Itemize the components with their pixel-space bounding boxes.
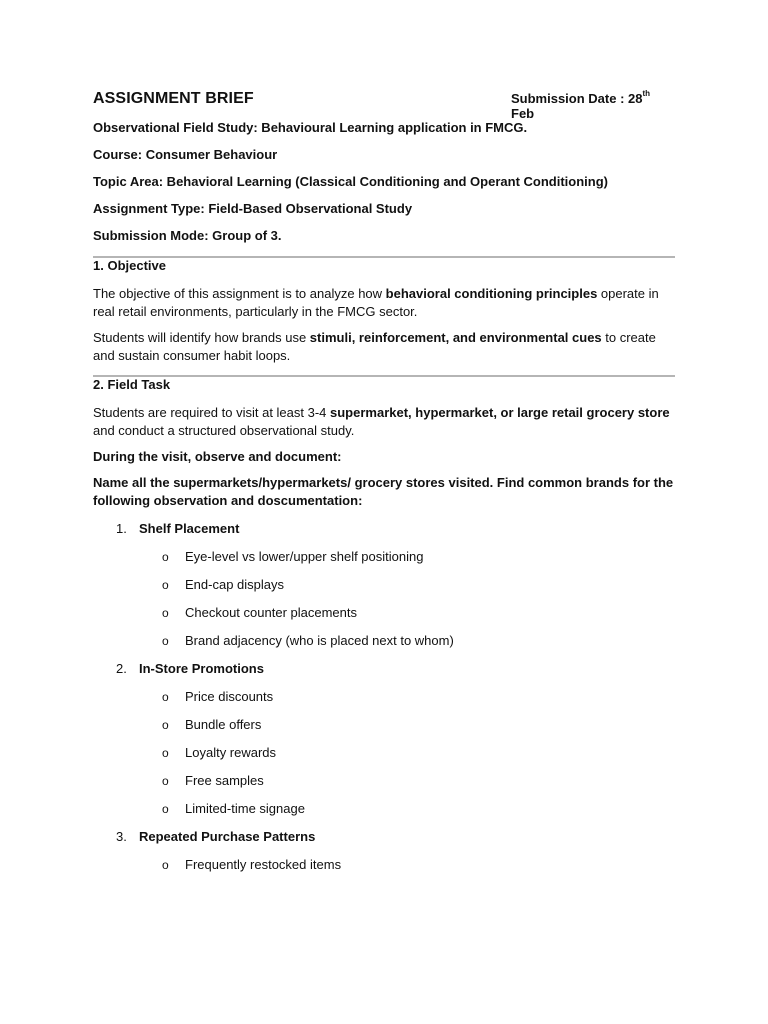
list-item-text: Frequently restocked items	[185, 857, 342, 872]
submission-date-prefix: Submission Date : 28	[511, 91, 643, 106]
document-title: ASSIGNMENT BRIEF	[93, 90, 254, 107]
during-visit-instruction: During the visit, observe and document:	[93, 449, 342, 464]
list-number: 2.	[116, 661, 127, 676]
meta-course: Course: Consumer Behaviour	[93, 147, 278, 162]
observation-item	[93, 828, 675, 874]
observation-item	[93, 520, 675, 650]
bullet-marker: o	[162, 802, 169, 816]
list-item	[93, 688, 675, 706]
observation-item	[93, 660, 675, 818]
section-heading-field-task: 2. Field Task	[93, 377, 171, 392]
bullet-marker: o	[162, 606, 169, 620]
list-item	[93, 632, 675, 650]
observation-heading	[93, 660, 675, 678]
objective-paragraph-1	[93, 285, 675, 321]
observation-label: Shelf Placement	[139, 521, 240, 536]
title-row	[93, 88, 675, 121]
bullet-marker: o	[162, 858, 169, 872]
list-item-text: Price discounts	[185, 689, 274, 704]
list-item	[93, 604, 675, 622]
observation-list	[93, 520, 675, 874]
bullet-marker: o	[162, 634, 169, 648]
sub-list	[93, 856, 675, 874]
name-all-instruction: Name all the supermarkets/hypermarkets/ grocery stores visited. Find common brands for the following observation and doscumentation:	[93, 475, 674, 508]
objective-paragraph-2	[93, 329, 675, 365]
list-item	[93, 576, 675, 594]
text: and conduct a structured observational study.	[93, 423, 355, 438]
bold-text: behavioral conditioning principles	[385, 286, 598, 301]
list-item-text: Brand adjacency (who is placed next to whom)	[185, 633, 454, 648]
list-item-text: Free samples	[185, 773, 264, 788]
bullet-marker: o	[162, 578, 169, 592]
meta-study-title: Observational Field Study: Behavioural Learning application in FMCG.	[93, 120, 528, 135]
text: Students will identify how brands use	[93, 330, 310, 345]
text: The objective of this assignment is to analyze how	[93, 286, 386, 301]
list-item	[93, 800, 675, 818]
bullet-marker: o	[162, 550, 169, 564]
bullet-marker: o	[162, 746, 169, 760]
sub-list	[93, 688, 675, 818]
submission-date-suffix: Feb	[511, 106, 535, 121]
text: to create and sustain consumer habit loops.	[93, 330, 656, 363]
bullet-marker: o	[162, 718, 169, 732]
meta-submission-mode: Submission Mode: Group of 3.	[93, 228, 282, 243]
list-item	[93, 548, 675, 566]
field-task-paragraph	[93, 404, 675, 440]
list-item-text: Loyalty rewards	[185, 745, 277, 760]
section-heading-objective: 1. Objective	[93, 258, 166, 273]
list-item-text: Bundle offers	[185, 717, 262, 732]
list-item-text: Limited-time signage	[185, 801, 305, 816]
text: Students are required to visit at least 3-4	[93, 405, 331, 420]
list-item	[93, 744, 675, 762]
list-item	[93, 856, 675, 874]
submission-date-sup: th	[642, 89, 651, 98]
observation-label: In-Store Promotions	[139, 661, 264, 676]
list-number: 1.	[116, 521, 127, 536]
text: operate in real retail environments, particularly in the FMCG sector.	[93, 286, 659, 319]
observation-label: Repeated Purchase Patterns	[139, 829, 316, 844]
observation-heading	[93, 520, 675, 538]
bullet-marker: o	[162, 690, 169, 704]
observation-heading	[93, 828, 675, 846]
list-item-text: Eye-level vs lower/upper shelf positioning	[185, 549, 424, 564]
list-item	[93, 716, 675, 734]
list-number: 3.	[116, 829, 127, 844]
bold-text: stimuli, reinforcement, and environmental cues	[309, 330, 602, 345]
meta-topic-area: Topic Area: Behavioral Learning (Classical Conditioning and Operant Conditioning)	[93, 174, 608, 189]
list-item-text: Checkout counter placements	[185, 605, 357, 620]
meta-assignment-type: Assignment Type: Field-Based Observational Study	[93, 201, 413, 216]
bullet-marker: o	[162, 774, 169, 788]
bold-text: supermarket, hypermarket, or large retail grocery store	[330, 405, 670, 420]
list-item-text: End-cap displays	[185, 577, 284, 592]
sub-list	[93, 548, 675, 650]
submission-date	[511, 91, 675, 121]
document-body	[93, 88, 675, 874]
list-item	[93, 772, 675, 790]
